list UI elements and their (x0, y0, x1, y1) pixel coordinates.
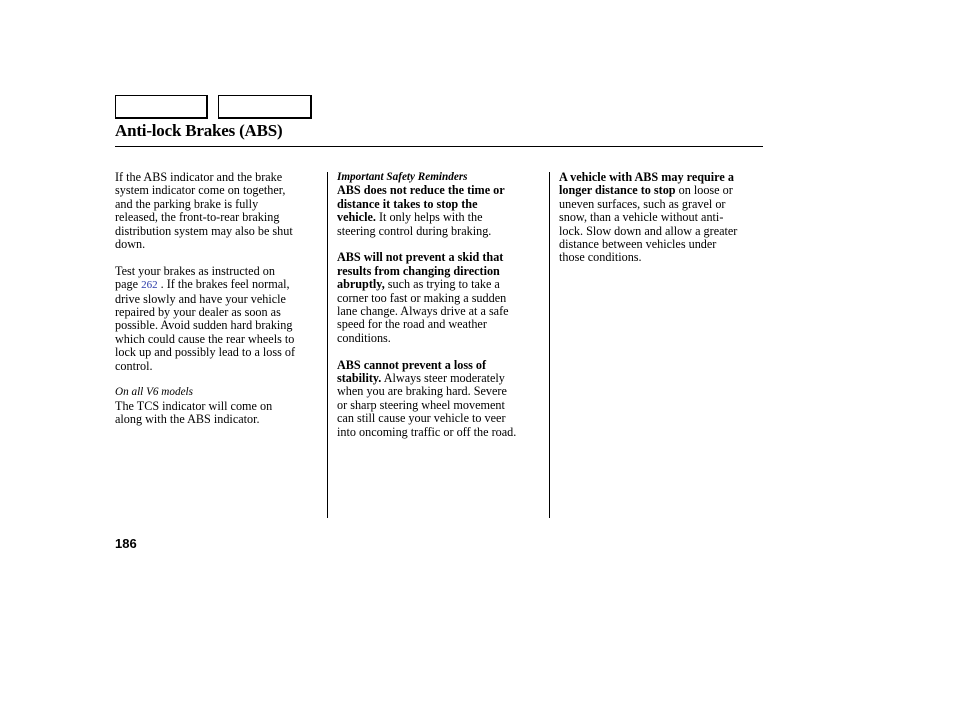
caption-safety-reminders: Important Safety Reminders (337, 171, 468, 183)
text-line (337, 184, 543, 197)
text-line: possible. Avoid sudden hard braking (115, 318, 293, 333)
text-line (337, 198, 543, 211)
bold-text: abruptly, (337, 277, 385, 292)
text-line (559, 184, 763, 197)
paragraph-gap (115, 251, 321, 264)
paragraph-gap (337, 345, 543, 358)
bold-text: A vehicle with ABS may require a (559, 170, 734, 184)
text-line: those conditions. (559, 250, 642, 265)
text-line: along with the ABS indicator. (115, 412, 260, 427)
page-title: Anti-lock Brakes (ABS) (115, 121, 283, 140)
text-line: lock up and possibly lead to a loss of (115, 345, 296, 360)
text-fragment: page (115, 277, 142, 292)
paragraph-abs-brake-indicator (115, 171, 321, 251)
text-line: when you are braking hard. Severe (337, 384, 507, 399)
text-fragment: such as trying to take a (384, 277, 500, 292)
bold-text: distance it takes to stop the (337, 196, 478, 211)
text-line: released, the front-to-rear braking (115, 210, 280, 225)
text-line (337, 211, 543, 224)
column-middle (337, 171, 543, 439)
text-line: distribution system may also be shut (115, 223, 293, 238)
paragraph-abs-skid (337, 251, 543, 345)
text-line: uneven surfaces, such as gravel or (559, 196, 726, 211)
text-fragment: on loose or (675, 183, 733, 198)
text-line: conditions. (337, 330, 391, 345)
title-divider (115, 146, 763, 147)
text-line (337, 251, 543, 264)
text-line: lane change. Always drive at a safe (337, 304, 509, 319)
text-line: system indicator come on together, (115, 183, 286, 198)
bold-text: vehicle. (337, 210, 376, 225)
text-line (337, 278, 543, 291)
text-line: corner too fast or making a sudden (337, 290, 507, 305)
caption-v6-models: On all V6 models (115, 386, 193, 399)
paragraph-longer-distance (559, 171, 763, 265)
column-right (559, 171, 763, 265)
paragraph-abs-stability (337, 359, 543, 439)
text-line: repaired by your dealer as soon as (115, 305, 281, 320)
text-fragment: Always steer moderately (381, 371, 505, 386)
column-divider-left (327, 172, 328, 518)
text-line (559, 171, 763, 184)
text-line: and the parking brake is fully (115, 196, 259, 211)
nav-tab-main-menu[interactable] (115, 95, 208, 119)
paragraph-test-brakes (115, 265, 321, 373)
text-line (337, 265, 543, 278)
bold-text: stability. (337, 371, 382, 386)
text-line: The TCS indicator will come on (115, 398, 273, 413)
text-line: down. (115, 237, 146, 252)
paragraph-tcs-indicator (115, 400, 321, 427)
text-line: which could cause the rear wheels to (115, 331, 295, 346)
text-line: drive slowly and have your vehicle (115, 291, 286, 306)
text-line: speed for the road and weather (337, 317, 487, 332)
text-line: or sharp steering wheel movement (337, 397, 505, 412)
page-number: 186 (115, 536, 137, 551)
paragraph-gap (115, 373, 321, 386)
column-divider-right (549, 172, 550, 518)
nav-tab-index[interactable] (218, 95, 312, 119)
text-fragment: It only helps with the (375, 210, 483, 225)
bold-text: ABS does not reduce the time or (337, 183, 505, 198)
bold-text: ABS cannot prevent a loss of (337, 357, 487, 372)
text-line (337, 372, 543, 385)
bold-text: longer distance to stop (559, 183, 676, 198)
text-fragment: . If the brakes feel normal, (157, 277, 290, 292)
text-line: If the ABS indicator and the brake (115, 170, 283, 184)
text-line: lock. Slow down and allow a greater (559, 223, 738, 238)
bold-text: results from changing direction (337, 263, 500, 278)
text-line: Test your brakes as instructed on (115, 263, 275, 278)
paragraph-abs-stop-distance (337, 184, 543, 238)
page-reference-link[interactable]: 262 (141, 279, 158, 292)
bold-text: ABS will not prevent a skid that (337, 250, 504, 265)
text-line (115, 278, 321, 292)
text-line: steering control during braking. (337, 223, 492, 238)
paragraph-gap (337, 238, 543, 251)
column-left (115, 171, 321, 427)
text-line (337, 359, 543, 372)
text-line: can still cause your vehicle to veer (337, 411, 506, 426)
text-line: into oncoming traffic or off the road. (337, 424, 517, 439)
text-line: distance between vehicles under (559, 237, 717, 252)
text-line: snow, than a vehicle without anti- (559, 210, 724, 225)
text-line: control. (115, 358, 153, 373)
